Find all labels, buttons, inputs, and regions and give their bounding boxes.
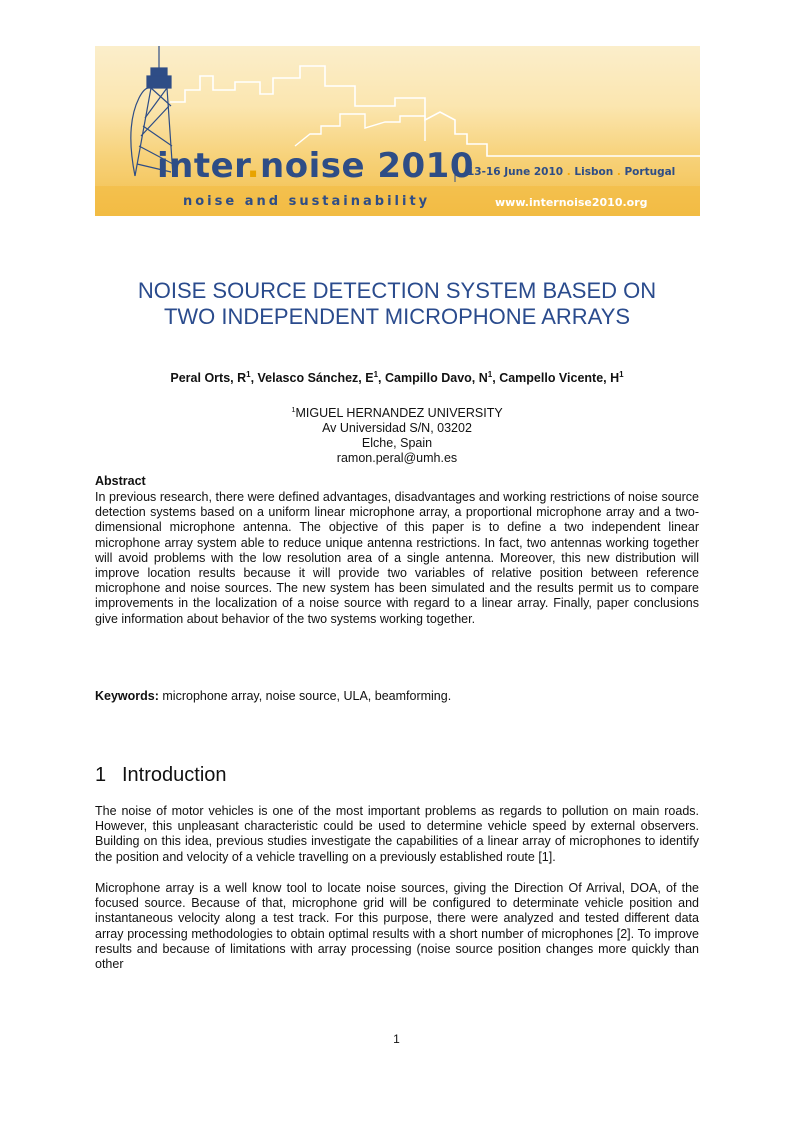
keywords-text: microphone array, noise source, ULA, beamforming.: [162, 689, 452, 703]
title-line-1: NOISE SOURCE DETECTION SYSTEM BASED ON: [137, 278, 657, 303]
author: Velasco Sánchez, $E^1$,: [257, 370, 385, 386]
abstract-text: In previous research, there were defined advantages, disadvantages and working restrictions of noise source detection systems based on a uniform linear microphone array, a proportional microphone array and a two-dimensional microphone antenna. The objective of this paper is to define a two independent linear microphone array system able to reduce unique antenna restrictions. In fact, two antennas working together will avoid problems with the low resolution area of a single antenna. Moreover, this new distribution will improve location results because it will provide two variables of relative position between reference microphone and noise sources. The new system has been simulated and the results permit us to compare improvements in the localization of a noise source with regard to a linear array. Finally, paper conclusions give information about behavior of the two systems working together.: [95, 490, 699, 626]
city: Elche, Spain: [361, 436, 433, 451]
separator-dot: .: [566, 166, 571, 178]
intro-paragraph-1: The noise of motor vehicles is one of the most important problems as regards to pollution on main roads. However, this unpleasant characteristic could be used to determine vehicle speed by external observers. Building on this idea, previous studies investigate the capabilities of a linear array of microphones to identify the position and velocity of a vehicle travelling on a previously established route [1].: [95, 804, 699, 864]
section-heading: [95, 764, 227, 787]
page-number: 1: [393, 1032, 400, 1046]
banner-artwork: [95, 46, 700, 216]
conference-country: Portugal: [624, 166, 676, 178]
title-line-2: TWO INDEPENDENT MICROPHONE ARRAYS: [163, 304, 631, 329]
brand-suffix: noise 2010: [260, 146, 474, 186]
address: Av Universidad S/N, 03202: [322, 421, 472, 436]
skyline-outline: [170, 66, 700, 156]
section-number: 1: [95, 764, 107, 786]
conference-brand: [157, 146, 474, 186]
conference-tagline: noise and sustainability: [183, 194, 431, 209]
conference-city: Lisbon: [574, 166, 614, 178]
keywords: [95, 689, 451, 703]
author-list: [96, 370, 698, 385]
affiliation: [96, 402, 698, 466]
author: Campello Vicente, $H^1$: [499, 370, 624, 386]
author: Campillo Davo, $N^1$,: [384, 370, 500, 386]
abstract-heading: Abstract: [95, 474, 146, 488]
brand-dot: .: [246, 146, 261, 186]
brand-prefix: inter: [157, 146, 247, 186]
conference-dates: 13-16 June 2010: [467, 166, 564, 178]
skyline-outline-lower: [295, 114, 425, 146]
section-title: Introduction: [122, 764, 227, 786]
email[interactable]: ramon.peral@umh.es: [336, 451, 458, 466]
conference-dates-location: [467, 166, 675, 178]
institution: $^1$MIGUEL HERNANDEZ UNIVERSITY: [291, 405, 503, 421]
intro-paragraph-2: Microphone array is a well know tool to locate noise sources, giving the Direction Of Arrival, DOA, of the focused source. Because of that, microphone grid will be configured to determinate vehicle position and instantaneous velocity along a test track. For this purpose, there were analyzed and tested different data array processing methodologies to obtain optimal results with a short number of microphones [2]. To improve results and because of limitations with array processing (noise source position changes more quickly than other: [95, 881, 699, 972]
separator-dot: .: [616, 166, 621, 178]
author: Peral Orts, $R^1$,: [170, 370, 258, 386]
conference-url[interactable]: www.internoise2010.org: [495, 196, 648, 209]
conference-banner: [95, 46, 700, 216]
paper-title: [96, 278, 698, 330]
keywords-label: Keywords:: [95, 689, 159, 703]
